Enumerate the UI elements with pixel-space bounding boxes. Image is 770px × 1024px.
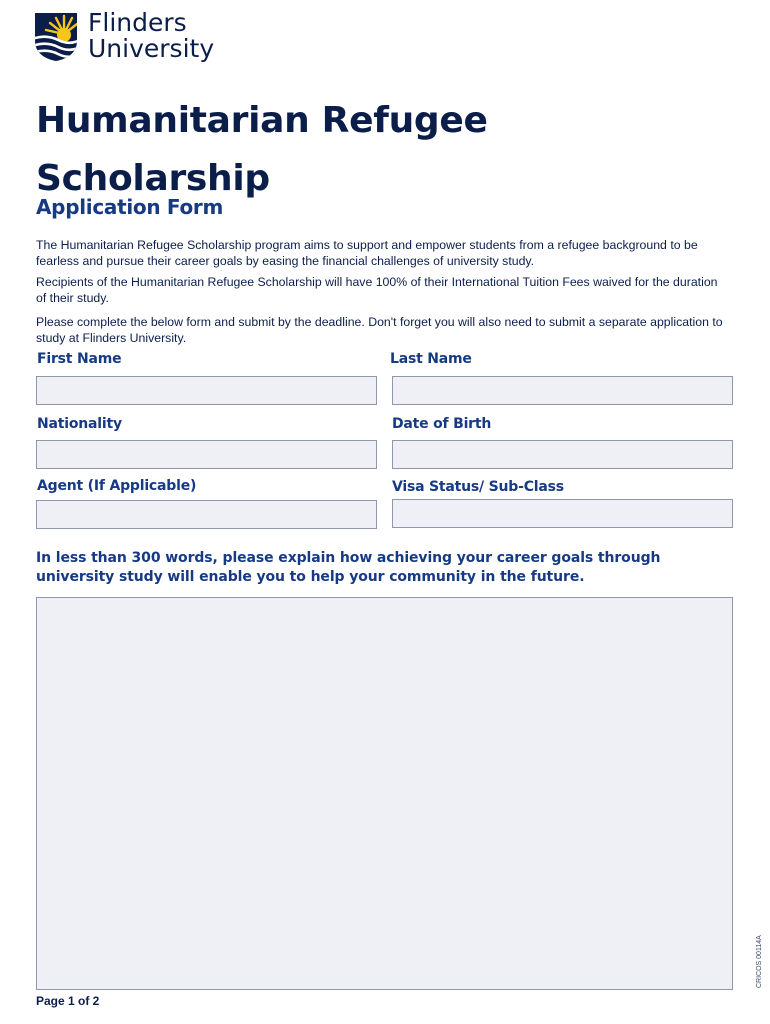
cricos-code: CRICOS 00114A	[756, 935, 763, 988]
essay-textarea[interactable]	[36, 597, 733, 990]
last-name-input[interactable]	[392, 376, 733, 405]
nationality-input[interactable]	[36, 440, 377, 469]
first-name-label: First Name	[37, 351, 122, 367]
visa-status-label: Visa Status/ Sub-Class	[392, 479, 564, 495]
shield-sun-icon	[34, 12, 78, 62]
page-subtitle: Application Form	[36, 195, 224, 219]
intro-paragraph-2: Recipients of the Humanitarian Refugee Scholarship will have 100% of their International Tuition Fees waived for the duration of their study.	[36, 275, 718, 305]
intro-paragraph-3: Please complete the below form and submit by the deadline. Don't forget you will also need to submit a separate application to study at Flinders University.	[36, 315, 723, 345]
first-name-input[interactable]	[36, 376, 377, 405]
nationality-label: Nationality	[37, 416, 122, 432]
university-name-line1: Flinders	[88, 8, 187, 37]
date-of-birth-input[interactable]	[392, 440, 733, 469]
university-name-line2: University	[88, 34, 215, 63]
visa-status-input[interactable]	[392, 499, 733, 528]
page-title: Humanitarian Refugee Scholarship	[36, 100, 488, 199]
date-of-birth-label: Date of Birth	[392, 416, 492, 432]
agent-label: Agent (If Applicable)	[37, 478, 197, 494]
last-name-label: Last Name	[390, 351, 472, 367]
university-name	[88, 10, 214, 62]
agent-input[interactable]	[36, 500, 377, 529]
essay-question: In less than 300 words, please explain how achieving your career goals through university study will enable you to help your community in the future.	[36, 550, 661, 585]
intro-paragraph-1: The Humanitarian Refugee Scholarship program aims to support and empower students from a refugee background to be fearless and pursue their career goals by easing the financial challenges of university study.	[36, 238, 698, 268]
flinders-logo	[34, 8, 215, 63]
page-number: Page 1 of 2	[36, 994, 100, 1008]
